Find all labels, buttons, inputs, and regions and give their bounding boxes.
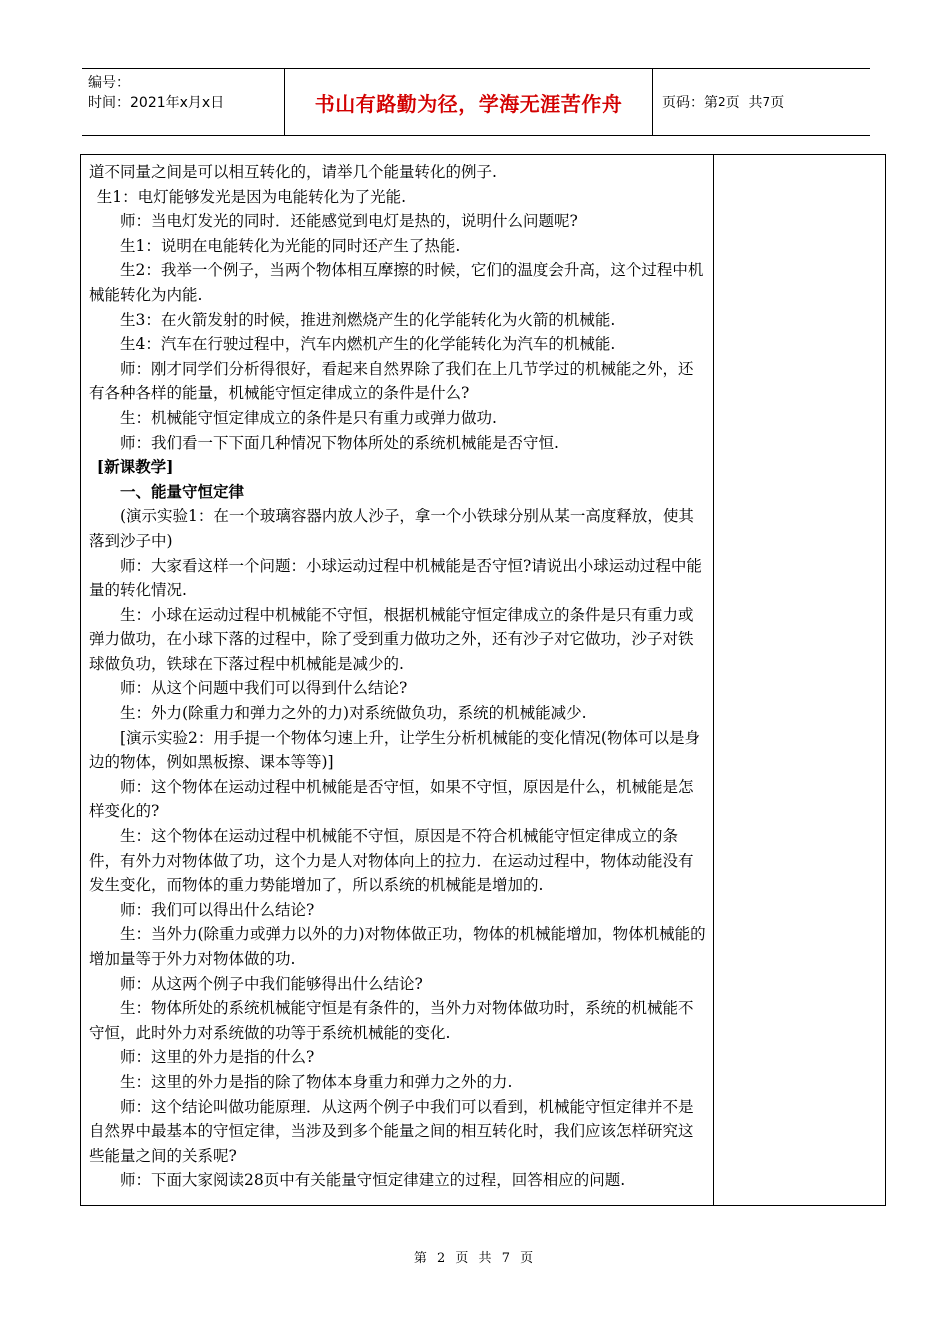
paragraph: 生2：我举一个例子，当两个物体相互摩擦的时候，它们的温度会升高，这个过程中机械能转化为内能. <box>89 261 704 304</box>
document-date: 时间：2021年x月x日 <box>88 95 225 111</box>
subsection-heading: 一、能量守恒定律 <box>120 481 245 501</box>
page-header <box>82 68 870 136</box>
section-heading: [新课教学] <box>96 457 174 477</box>
header-page-info <box>652 69 870 135</box>
paragraph: 生1：说明在电能转化为光能的同时还产生了热能. <box>120 236 461 255</box>
paragraph: 生1：电灯能够发光是因为电能转化为了光能. <box>96 187 407 206</box>
paragraph: 师：下面大家阅读28页中有关能量守恒定律建立的过程，回答相应的问题. <box>120 1171 626 1190</box>
paragraph: 师：刚才同学们分析得很好，看起来自然界除了我们在上几节学过的机械能之外，还有各种各样的能量，机械能守恒定律成立的条件是什么? <box>89 359 694 403</box>
document-number: 编号： <box>88 75 130 91</box>
paragraph: 师：从这两个例子中我们能够得出什么结论? <box>120 974 423 993</box>
paragraph: 生4：汽车在行驶过程中，汽车内燃机产生的化学能转化为汽车的机械能. <box>120 335 616 354</box>
header-motto: 书山有路勤为径，学海无涯苦作舟 <box>285 69 653 135</box>
page-suffix: 页 <box>770 95 785 111</box>
lesson-content <box>89 160 707 1193</box>
lesson-table <box>80 154 886 1206</box>
paragraph: 师：我们看一下下面几种情况下物体所处的系统机械能是否守恒. <box>120 433 559 452</box>
paragraph: 师：从这个问题中我们可以得到什么结论? <box>120 679 408 698</box>
paragraph: 师：我们可以得出什么结论? <box>120 900 315 919</box>
page-mid: 页 共 <box>725 95 763 111</box>
page-prefix: 页码：第 <box>662 95 718 111</box>
paragraph: 师：这个结论叫做功能原理．从这两个例子中我们可以看到，机械能守恒定律并不是自然界中最基本的守恒定律，当涉及到多个能量之间的相互转化时，我们应该怎样研究这些能量之间的关系呢? <box>89 1097 694 1165</box>
paragraph: 道不同量之间是可以相互转化的，请举几个能量转化的例子. <box>89 163 497 181</box>
page-footer: 第 2 页 共 7 页 <box>413 1251 537 1266</box>
paragraph: 生3：在火箭发射的时候，推进剂燃烧产生的化学能转化为火箭的机械能. <box>120 310 616 329</box>
paragraph: (演示实验1：在一个玻璃容器内放人沙子，拿一个小铁球分别从某一高度释放，使其落到沙子中) <box>89 507 694 550</box>
page-total: 7 <box>762 95 771 109</box>
paragraph: 师：当电灯发光的同时．还能感觉到电灯是热的，说明什么问题呢? <box>120 212 578 231</box>
paragraph: 生：当外力(除重力或弹力以外的力)对物体做正功，物体的机械能增加，物体机械能的增加量等于外力对物体做的功. <box>89 925 706 968</box>
paragraph: 生：外力(除重力和弹力之外的力)对系统做负功，系统的机械能减少. <box>120 704 587 723</box>
page-number: 2 <box>718 95 726 109</box>
paragraph: 师：这个物体在运动过程中机械能是否守恒，如果不守恒，原因是什么，机械能是怎样变化的? <box>89 777 694 821</box>
paragraph: 生：这个物体在运动过程中机械能不守恒，原因是不符合机械能守恒定律成立的条件，有外力对物体做了功，这个力是人对物体向上的拉力．在运动过程中，物体动能没有发生变化，而物体的重力势能增加了，所以系统的机械能是增加的. <box>89 827 694 895</box>
paragraph: 师：这里的外力是指的什么? <box>120 1048 315 1067</box>
paragraph: [演示实验2：用手提一个物体匀速上升，让学生分析机械能的变化情况(物体可以是身边的物体，例如黑板擦、课本等等)] <box>89 728 700 772</box>
paragraph: 师：大家看这样一个问题：小球运动过程中机械能是否守恒?请说出小球运动过程中能量的转化情况. <box>89 556 702 600</box>
paragraph: 生：这里的外力是指的除了物体本身重力和弹力之外的力. <box>120 1072 513 1091</box>
paragraph: 生：机械能守恒定律成立的条件是只有重力或弹力做功. <box>120 408 497 427</box>
header-meta <box>82 69 285 135</box>
paragraph: 生：小球在运动过程中机械能不守恒，根据机械能守恒定律成立的条件是只有重力或弹力做功，在小球下落的过程中，除了受到重力做功之外，还有沙子对它做功，沙子对铁球做负功，铁球在下落过程中机械能是减少的. <box>89 605 694 673</box>
column-divider <box>713 155 714 1205</box>
paragraph: 生：物体所处的系统机械能守恒是有条件的，当外力对物体做功时，系统的机械能不守恒，此时外力对系统做的功等于系统机械能的变化. <box>89 999 694 1042</box>
